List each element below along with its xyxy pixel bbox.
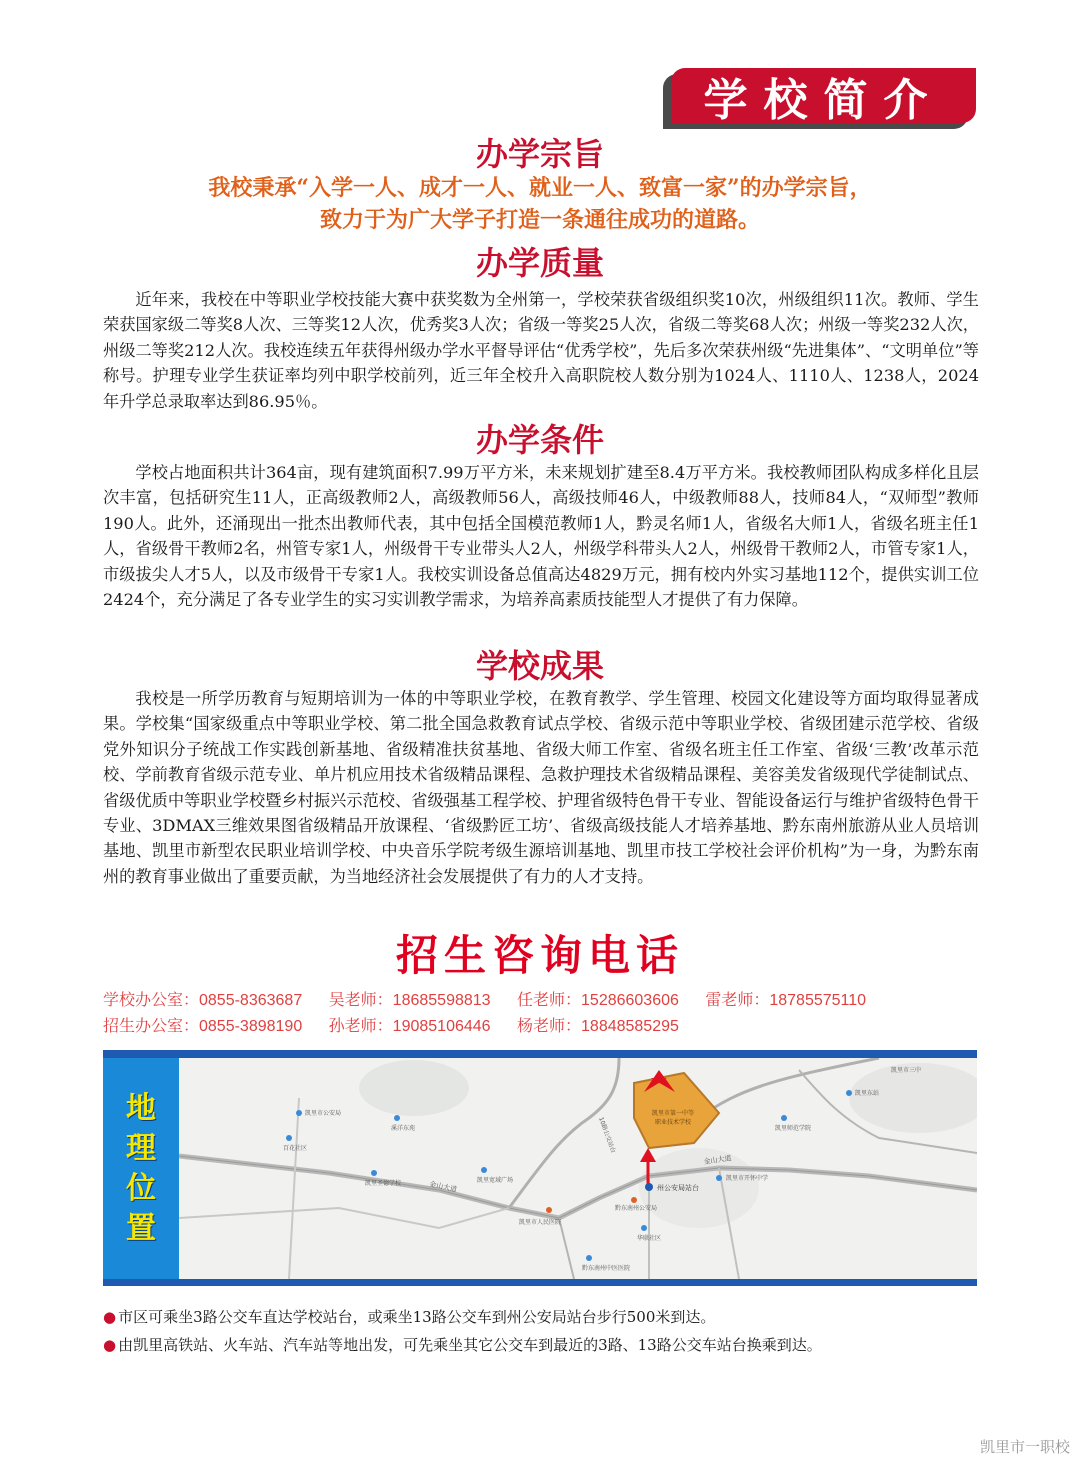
- achievements-heading: 学校成果: [475, 647, 604, 685]
- poi-marker-icon: [371, 1170, 377, 1176]
- poi-label: 凯里市人民医院: [519, 1219, 562, 1226]
- poi-marker-icon: [846, 1090, 852, 1096]
- poi-label: 黔东南州中医医院: [582, 1265, 631, 1272]
- poi-marker-icon: [394, 1115, 400, 1121]
- poi-label: 溪洋东苑: [391, 1125, 416, 1132]
- contact-teacher-yang[interactable]: 杨老师：18848585295: [517, 1018, 679, 1035]
- poi-marker-icon: [586, 1255, 592, 1261]
- poi-marker-icon: [631, 1197, 637, 1203]
- bullet-dot-icon: ●: [103, 1336, 117, 1354]
- contact-school-office[interactable]: 学校办公室：0855-8363687: [103, 992, 303, 1009]
- poi-label: 凯里宽域广场: [477, 1177, 514, 1184]
- poi-label: 凯里东站: [855, 1090, 880, 1097]
- poi-label: 凯里师范学院: [775, 1125, 812, 1132]
- poi-marker-icon: [286, 1135, 292, 1141]
- purpose-line-1: 我校秉承“入学一人、成才一人、就业一人、致富一家”的办学宗旨，: [208, 175, 872, 201]
- section-banner: [671, 68, 976, 126]
- map-side-label: [103, 1058, 179, 1279]
- transport-note-2-text: 由凯里高铁站、火车站、汽车站等地出发，可先乘坐其它公交车到最近的3路、13路公交车站台换乘到达。: [118, 1336, 822, 1354]
- road-label-3: 10路公交站台: [597, 1116, 617, 1155]
- contact-teacher-ren[interactable]: 任老师：15286603606: [517, 992, 679, 1009]
- map-side-char: 理: [126, 1130, 156, 1166]
- transport-note-1-text: 市区可乘坐3路公交车直达学校站台，或乘坐13路公交车到州公安局站台步行500米到达。: [118, 1308, 716, 1326]
- banner-title: 学校简介: [703, 74, 944, 126]
- map-area-shade: [359, 1060, 469, 1116]
- bus-stop-icon: [645, 1183, 653, 1191]
- map-side-char: 置: [126, 1210, 156, 1246]
- achievements-paragraph: 我校是一所学历教育与短期培训为一体的中等职业学校，在教育教学、学生管理、校园文化建设等方面均取得显著成果。学校集“国家级重点中等职业学校、第二批全国急救教育试点学校、省级示范中等职业学校、省级团建示范学校、省级党外知识分子统战工作实践创新基地、省级精准扶贫基地、省级大师工作室、省级名班主任工作室、省级‘三教’改革示范校、学前教育省级示范专业、单片机应用技术省级精品课程、急救护理技术省级精品课程、美容美发省级现代学徒制试点、省级优质中等职业学校暨乡村振兴示范校、省级强基工程学校、护理省级特色骨干专业、智能设备运行与维护省级特色骨干专业、3DMAX三维效果图省级精品开放课程、‘省级黔匠工坊’、省级高级技能人才培养基地、黔东南州旅游从业人员培训基地、凯里市新型农民职业培训学校、中央音乐学院考级生源培训基地、凯里市技工学校社会评价机构”为一身，为黔东南州的教育事业做出了重要贡献，为当地经济社会发展提供了有力的人才支持。: [103, 689, 979, 886]
- map-bottom-bar: [103, 1279, 977, 1286]
- map-side-char: 地: [126, 1090, 156, 1126]
- poi-label: 华联社区: [637, 1235, 662, 1242]
- contact-teacher-sun[interactable]: 孙老师：19085106446: [328, 1018, 491, 1035]
- poi-marker-icon: [781, 1115, 787, 1121]
- school-label-1: 凯里市第一中等: [652, 1110, 695, 1117]
- map-canvas[interactable]: [179, 1058, 977, 1279]
- road-label-2: 金山大道: [703, 1154, 733, 1166]
- quality-paragraph: 近年来，我校在中等职业学校技能大赛中获奖数为全州第一，学校荣获省级组织奖10次，州级组织11次。教师、学生荣获国家级二等奖8人次、三等奖12人次，优秀奖3人次；省级一等奖25人次，省级二等奖68人次；州级一等奖232人次，州级二等奖212人次。我校连续五年获得州级办学水平督导评估“优秀学校”，先后多次荣获州级“先进集体”、“文明单位”等称号。护理专业学生获证率均列中职学校前列，近三年全校升入高职院校人数分别为1024人、1110人、1238人，2024年升学总录取率达到86.95％。: [103, 290, 979, 411]
- purpose-line-2: 致力于为广大学子打造一条通往成功的道路。: [319, 207, 760, 233]
- bullet-dot-icon: ●: [103, 1308, 117, 1326]
- poi-marker-icon: [481, 1167, 487, 1173]
- poi-label: 凯里圣德学校: [365, 1180, 402, 1187]
- contact-teacher-wu[interactable]: 吴老师：18685598813: [328, 992, 491, 1009]
- conditions-heading: 办学条件: [475, 421, 604, 459]
- location-map[interactable]: [103, 1050, 977, 1286]
- poi-label: 凯里市开怀中学: [726, 1175, 769, 1182]
- bus-stop-label: 州公安局站台: [657, 1184, 699, 1192]
- purpose-heading: 办学宗旨: [475, 135, 604, 173]
- poi-label: 凯里市三中: [891, 1067, 922, 1074]
- poi-label: 百花社区: [283, 1145, 308, 1152]
- poi-marker-icon: [546, 1207, 552, 1213]
- hotline-title: 招生咨询电话: [395, 931, 684, 980]
- map-side-char: 位: [126, 1170, 156, 1206]
- contact-teacher-lei[interactable]: 雷老师：18785575110: [705, 992, 867, 1009]
- poi-label: 黔东南州公安局: [615, 1205, 658, 1212]
- transport-note-1: [103, 1304, 1003, 1330]
- road-label-1: 金山大道: [428, 1180, 458, 1194]
- school-label-2: 职业技术学校: [655, 1119, 692, 1126]
- poi-marker-icon: [716, 1175, 722, 1181]
- watermark: 凯里市一职校: [979, 1439, 1070, 1456]
- transport-note-2: [103, 1332, 1003, 1358]
- contact-row-1: [103, 988, 983, 1014]
- contact-enrollment-office[interactable]: 招生办公室：0855-3898190: [103, 1018, 303, 1035]
- conditions-paragraph: 学校占地面积共计364亩，现有建筑面积7.99万平方米，未来规划扩建至8.4万平方米。我校教师团队构成多样化且层次丰富，包括研究生11人，正高级教师2人，高级教师56人，高级技师46人，中级教师88人，技师84人，“双师型”教师190人。此外，还涌现出一批杰出教师代表，其中包括全国模范教师1人，黔灵名师1人，省级名大师1人，省级名班主任1人，省级骨干教师2名，州管专家1人，州级骨干专业带头人2人，州级学科带头人2人，州级骨干教师2人，市管专家1人，市级拔尖人才5人，以及市级骨干专家1人。我校实训设备总值高达4829万元，拥有校内外实习基地112个，提供实训工位2424个，充分满足了各专业学生的实习实训教学需求，为培养高素质技能型人才提供了有力保障。: [103, 463, 979, 610]
- poi-label: 凯里市公安局: [305, 1110, 342, 1117]
- quality-heading: 办学质量: [475, 244, 604, 282]
- map-top-bar: [103, 1050, 977, 1058]
- contact-row-2: [103, 1014, 983, 1040]
- poi-marker-icon: [296, 1110, 302, 1116]
- poi-marker-icon: [641, 1225, 647, 1231]
